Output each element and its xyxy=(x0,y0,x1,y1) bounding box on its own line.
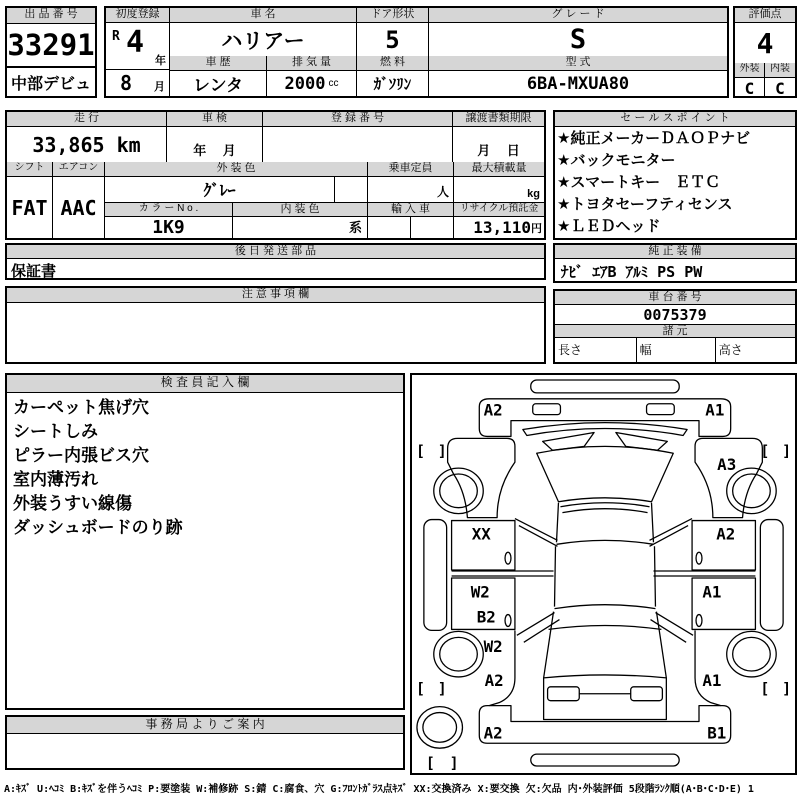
plate-number-value xyxy=(263,127,453,162)
caution-value xyxy=(7,303,544,362)
bracket-icon: [ xyxy=(415,680,425,698)
chassis-box xyxy=(553,289,797,364)
inspector-note-item: 室内薄汚れ xyxy=(13,470,98,489)
sales-points-list xyxy=(555,127,795,239)
color-sub-table xyxy=(105,162,544,238)
inspection-value: 年 月 xyxy=(167,127,263,162)
panel-label-front-bumper-left: A2 xyxy=(483,400,503,420)
fuel-type: ｶﾞｿﾘﾝ xyxy=(357,71,429,96)
bracket-icon: [ xyxy=(415,443,425,461)
max-load-header: 最大積載量 xyxy=(454,162,544,177)
sales-point-item: ★ＬＥＤヘッド xyxy=(557,218,661,235)
spec-width-label: 幅 xyxy=(637,338,716,362)
bracket-icon: [ xyxy=(760,680,770,698)
sales-points-box xyxy=(553,110,797,240)
car-history: レンタ xyxy=(170,71,267,96)
grade: S xyxy=(569,24,587,55)
import-car-header: 輸 入 車 xyxy=(368,203,454,217)
bracket-icon: ] xyxy=(782,443,792,461)
car-name-header: 車 名 xyxy=(170,8,357,23)
door-shape-header: ドア形状 xyxy=(357,8,429,23)
transfer-docs-header: 譲渡書類期限 xyxy=(453,112,544,127)
first-registration-column xyxy=(106,8,170,96)
later-parts-header: 後 日 発 送 部 品 xyxy=(7,245,544,259)
month-unit: 月 xyxy=(154,81,165,93)
mileage-value: 33,865 km xyxy=(7,127,167,162)
car-diagram-box xyxy=(410,373,797,775)
panel-label-front-bumper-right: A1 xyxy=(705,400,725,420)
panel-label-rear-bumper-left: A2 xyxy=(483,723,503,743)
spec-length-label: 長さ xyxy=(555,338,637,362)
reference-brackets xyxy=(416,443,791,772)
specs-header: 諸 元 xyxy=(555,324,795,338)
lot-number: 33291 xyxy=(7,28,95,62)
genuine-equipment-header: 純 正 装 備 xyxy=(555,245,795,259)
interior-color-header: 内 装 色 xyxy=(233,203,368,217)
genuine-equipment-box xyxy=(553,243,797,283)
import-car-cell-2 xyxy=(411,217,454,238)
vehicle-main-columns xyxy=(170,8,727,96)
score-value: 4 xyxy=(756,26,774,60)
later-parts-value: 保証書 xyxy=(11,263,57,280)
inspector-note-item: シートしみ xyxy=(13,422,98,441)
inspector-notes-header: 検 査 員 記 入 欄 xyxy=(7,375,403,393)
first-registration-month-cell xyxy=(106,69,169,96)
panel-label-left-rear-fender: W2 xyxy=(483,637,503,657)
panel-label-left-rear-door-lower: B2 xyxy=(476,607,496,627)
office-info-value xyxy=(7,734,403,768)
shift-header: シフト xyxy=(7,162,52,177)
inspector-notes-box xyxy=(5,373,405,710)
capacity-unit: 人 xyxy=(368,177,454,202)
bracket-icon: ] xyxy=(437,443,447,461)
displacement-value: 2000 xyxy=(284,73,326,94)
inspector-note-item: ダッシュボードのり跡 xyxy=(13,518,183,537)
panel-label-left-rear-quarter: A2 xyxy=(484,670,504,690)
caution-box xyxy=(5,286,546,364)
inspector-notes-list xyxy=(7,393,403,543)
office-info-box xyxy=(5,715,405,770)
aircon-header: エアコン xyxy=(53,162,104,177)
chassis-number: 0075379 xyxy=(643,305,707,324)
mileage-header: 走 行 xyxy=(7,112,167,127)
exterior-color-value: ｸﾞﾚｰ xyxy=(105,177,335,202)
grade-header: グ レ ー ド xyxy=(429,8,727,23)
sales-point-item: ★スマートキー ＥＴＣ xyxy=(557,174,721,191)
inspector-note-item: 外装うすい線傷 xyxy=(13,494,132,513)
year-unit: 年 xyxy=(155,55,166,67)
lot-box xyxy=(5,6,97,98)
exterior-color-extra-cell xyxy=(335,177,368,202)
bracket-icon: ] xyxy=(449,754,459,772)
auction-venue: 中部デビュ xyxy=(7,66,95,96)
plate-number-header: 登 録 番 号 xyxy=(263,112,453,127)
chassis-header: 車 台 番 号 xyxy=(555,291,795,305)
sales-point-item: ★トヨタセーフティセンス xyxy=(557,196,733,213)
sales-points-header: セ ー ル ス ポ イ ン ト xyxy=(555,112,795,127)
recycle-deposit-cell xyxy=(454,217,544,238)
interior-score: C xyxy=(775,78,785,98)
inspection-header: 車 検 xyxy=(167,112,263,127)
color-no-value: 1K9 xyxy=(105,217,233,238)
first-registration-year-cell xyxy=(106,23,169,69)
interior-color-suffix: 系 xyxy=(233,217,368,238)
bracket-icon: ] xyxy=(782,680,792,698)
panel-label-left-front-door: XX xyxy=(471,524,491,544)
spec-height-label: 高さ xyxy=(718,343,743,357)
model-code: 6BA-MXUA80 xyxy=(526,73,630,94)
era-code: R xyxy=(112,29,120,44)
exterior-score: C xyxy=(735,78,765,98)
exterior-score-header: 外装 xyxy=(735,63,765,78)
first-registration-header: 初度登録 xyxy=(106,8,169,23)
score-header: 評価点 xyxy=(735,8,795,23)
displacement-cell xyxy=(267,71,357,96)
exterior-color-header: 外 装 色 xyxy=(105,162,368,177)
fuel-header: 燃 料 xyxy=(357,56,429,71)
office-info-header: 事 務 局 よ り ご 案 内 xyxy=(7,717,403,734)
displacement-header: 排 気 量 xyxy=(267,56,357,71)
score-box xyxy=(733,6,797,98)
panel-label-rear-bumper-right: B1 xyxy=(707,723,727,743)
car-diagram xyxy=(412,375,795,773)
capacity-header: 乗車定員 xyxy=(368,162,454,177)
sales-point-item: ★純正メーカーＤＡＯＰナビ xyxy=(557,130,751,147)
sales-point-item: ★バックモニター xyxy=(557,152,676,169)
shift-value: FAT xyxy=(11,195,48,220)
recycle-deposit-value: 13,110 xyxy=(473,218,531,237)
lot-number-header: 出 品 番 号 xyxy=(7,8,95,24)
interior-score-header: 内装 xyxy=(765,63,795,78)
bracket-icon: [ xyxy=(425,754,435,772)
recycle-deposit-unit: 円 xyxy=(531,222,542,235)
later-parts-box xyxy=(5,243,546,280)
bracket-icon: [ xyxy=(760,443,770,461)
aircon-value: AAC xyxy=(60,195,97,220)
car-outline xyxy=(417,380,783,766)
inspector-note-item: ピラー内張ビス穴 xyxy=(13,446,149,465)
transfer-docs-value: 月 日 xyxy=(477,143,520,158)
color-no-header: カ ラ ー N o . xyxy=(105,203,233,217)
panel-label-right-front-door: A2 xyxy=(716,524,736,544)
vehicle-table xyxy=(104,6,729,98)
caution-header: 注 意 事 項 欄 xyxy=(7,288,544,303)
panel-label-right-rear-door: A1 xyxy=(702,582,722,602)
registration-month: 8 xyxy=(120,71,133,95)
panel-label-right-rear-quarter: A1 xyxy=(702,670,722,690)
aircon-column xyxy=(53,162,105,238)
bracket-icon: ] xyxy=(437,680,447,698)
panel-label-right-front-fender: A3 xyxy=(717,455,737,475)
mileage-color-table xyxy=(5,110,546,240)
genuine-equipment-value: ﾅﾋﾞ ｴｱB ｱﾙﾐ PS PW xyxy=(561,263,703,281)
shift-column xyxy=(7,162,53,238)
registration-year: 4 xyxy=(126,25,145,60)
damage-code-legend: A:ｷｽﾞ U:ﾍｺﾐ B:ｷｽﾞを伴うﾍｺﾐ P:要塗装 W:補修跡 S:錆 C:腐食、穴 G:ﾌﾛﾝﾄｶﾞﾗｽ点ｷｽﾞ XX:交換済み X:要交換 欠:欠品 内･外装評価 5段階ﾗﾝｸ順(A･B･C･D･E) 1 xyxy=(4,784,754,795)
recycle-deposit-header: リサイクル預託金 xyxy=(454,203,544,217)
car-name: ハリアー xyxy=(170,23,357,57)
history-header: 車 歴 xyxy=(170,56,267,71)
panel-label-left-rear-door: W2 xyxy=(470,582,490,602)
inspector-note-item: カーペット焦げ穴 xyxy=(13,398,149,417)
import-car-cell-1 xyxy=(368,217,411,238)
max-load-unit: kg xyxy=(527,188,540,200)
door-shape: 5 xyxy=(357,23,429,57)
displacement-unit: cc xyxy=(328,78,339,89)
model-code-header: 型 式 xyxy=(429,56,727,71)
